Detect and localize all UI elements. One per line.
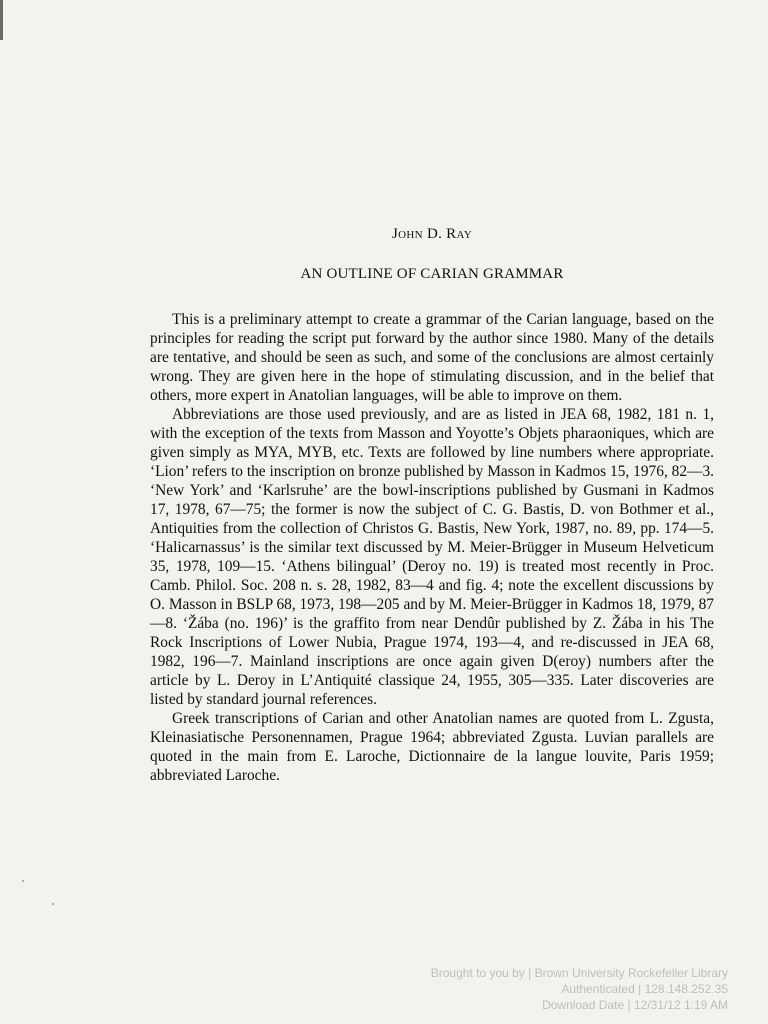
watermark-line-auth: Authenticated | 128.148.252.35 bbox=[561, 982, 728, 996]
paragraph-abbreviations: Abbreviations are those used previously, and are as listed in JEA 68, 1982, 181 n. 1, with the exception of the texts from Masson and Yoyotte’s Objets pharaoniques, which are given simply as MYA, MYB, etc. Texts are followed by line numbers where appropriate. ‘Lion’ refers to the inscription on bronze published by Masson in Kadmos 15, 1976, 82—3. ‘New York’ and ‘Karlsruhe’ are the bowl-inscriptions published by Gusmani in Kadmos 17, 1978, 67—75; the former is now the subject of C. G. Bastis, D. von Bothmer et al., Antiquities from the collection of Christos G. Bastis, New York, 1987, no. 89, pp. 174—5. ‘Halicarnassus’ is the similar text discussed by M. Meier-Brügger in Museum Helveticum 35, 1978, 109—15. ‘Athens bilingual’ (Deroy no. 19) is treated most recently in Proc. Camb. Philol. Soc. 208 n. s. 28, 1982, 83—4 and fig. 4; note the excellent discussions by O. Masson in BSLP 68, 1973, 198—205 and by M. Meier-Brügger in Kadmos 18, 1979, 87—8. ‘Žába (no. 196)’ is the graffito from near Dendûr published by Z. Žába in his The Rock Inscriptions of Lower Nubia, Prague 1974, 193—4, and re-discussed in JEA 68, 1982, 196—7. Mainland inscriptions are once again given D(eroy) numbers after the article by L. Deroy in L’Antiquité classique 24, 1955, 305—335. Later discoveries are listed by standard journal references. bbox=[150, 406, 714, 708]
author-name: John D. Ray bbox=[392, 226, 472, 242]
download-watermark bbox=[431, 965, 728, 1013]
paragraph-transcriptions: Greek transcriptions of Carian and other Anatolian names are quoted from L. Zgusta, Kleinasiatische Personennamen, Prague 1964; abbreviated Zgusta. Luvian parallels are quoted in the main from E. Laroche, Dictionnaire de la langue louvite, Paris 1959; abbreviated Laroche. bbox=[150, 710, 714, 784]
paragraph-intro: This is a preliminary attempt to create a grammar of the Carian language, based on the principles for reading the script put forward by the author since 1980. Many of the details are tentative, and should be seen as such, and some of the conclusions are almost certainly wrong. They are given here in the hope of stimulating discussion, and in the belief that others, more expert in Anatolian languages, will be able to improve on them. bbox=[150, 311, 714, 404]
watermark-line-provider: Brought to you by | Brown University Rockefeller Library bbox=[430, 966, 728, 980]
scan-speck bbox=[22, 880, 24, 882]
scan-speck bbox=[52, 903, 54, 905]
scan-edge-mark bbox=[0, 0, 3, 40]
article-title: AN OUTLINE OF CARIAN GRAMMAR bbox=[300, 266, 564, 282]
article-body bbox=[150, 310, 714, 785]
watermark-line-date: Download Date | 12/31/12 1:19 AM bbox=[542, 998, 728, 1012]
